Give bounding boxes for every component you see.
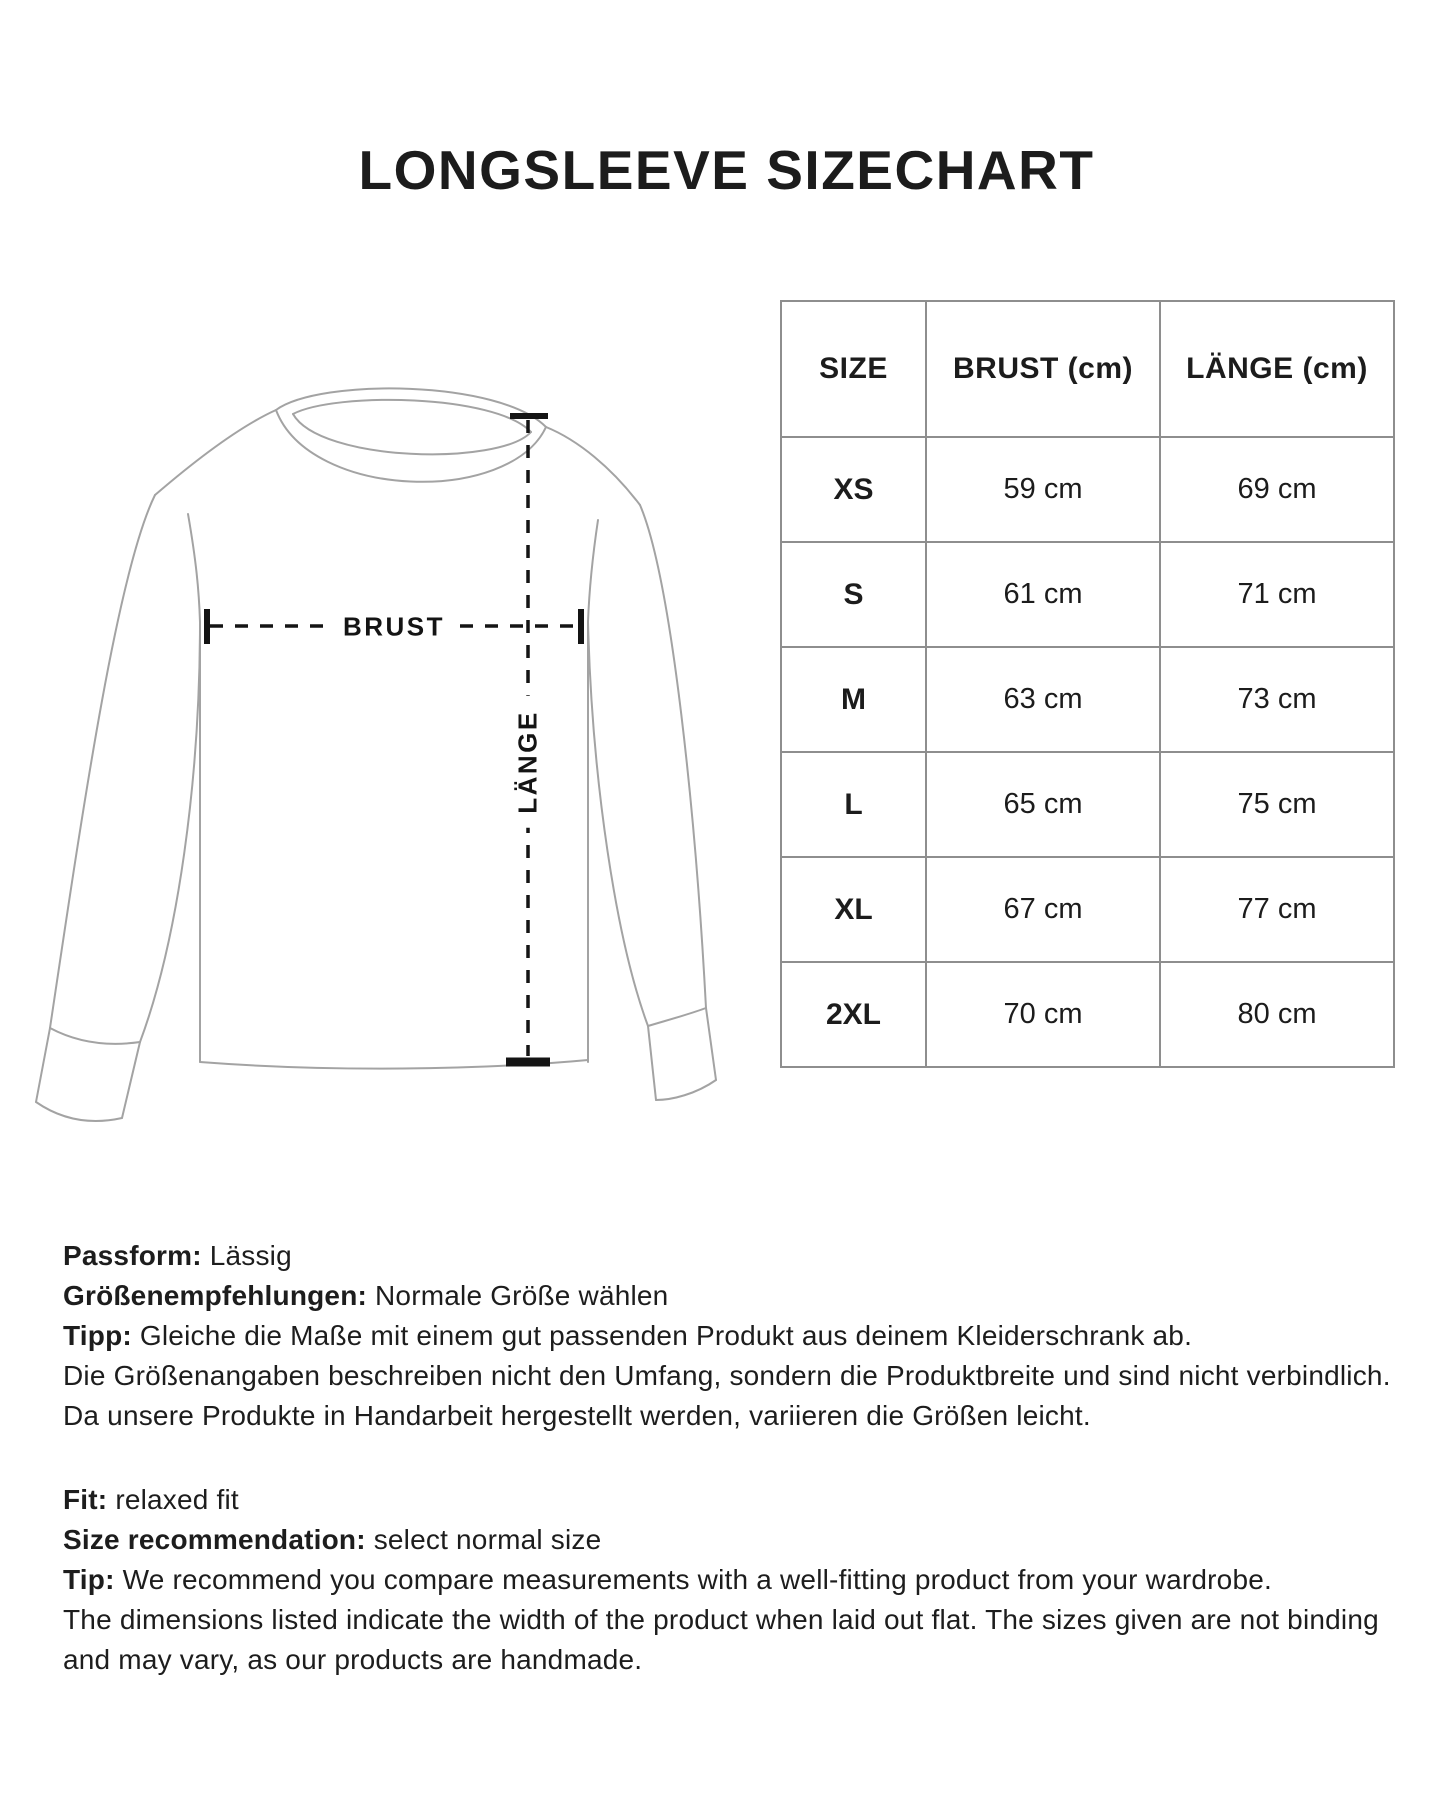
chest-value: 67 cm: [926, 857, 1160, 962]
info-text: select normal size: [365, 1524, 602, 1555]
length-value: 71 cm: [1160, 542, 1394, 647]
info-text: relaxed fit: [107, 1484, 239, 1515]
length-value: 75 cm: [1160, 752, 1394, 857]
info-text: Lässig: [201, 1240, 292, 1271]
info-label: Size recommendation:: [63, 1524, 366, 1555]
shirt-outline: [36, 388, 716, 1121]
column-header-chest: BRUST (cm): [926, 301, 1160, 437]
info-line: [63, 1480, 1403, 1520]
size-value: XL: [781, 857, 926, 962]
chest-value: 63 cm: [926, 647, 1160, 752]
info-german: [63, 1236, 1403, 1436]
info-label: Fit:: [63, 1484, 108, 1515]
info-line: [63, 1356, 1403, 1396]
length-measure-label: LÄNGE: [511, 696, 546, 828]
size-value: 2XL: [781, 962, 926, 1067]
info-text: Gleiche die Maße mit einem gut passenden Produkt aus deinem Kleiderschrank ab.: [131, 1320, 1193, 1351]
info-line: [63, 1276, 1403, 1316]
page-title: LONGSLEEVE SIZECHART: [358, 139, 1095, 201]
info-text: and may vary, as our products are handmade.: [63, 1644, 643, 1675]
chest-value: 61 cm: [926, 542, 1160, 647]
length-value: 80 cm: [1160, 962, 1394, 1067]
info-line: [63, 1236, 1403, 1276]
info-label: Tip:: [63, 1564, 115, 1595]
info-label: Passform:: [63, 1240, 202, 1271]
table-row-xs: [781, 437, 1394, 542]
chest-value: 70 cm: [926, 962, 1160, 1067]
length-value: 77 cm: [1160, 857, 1394, 962]
size-value: L: [781, 752, 926, 857]
info-text: We recommend you compare measurements with a well-fitting product from your wardrobe.: [114, 1564, 1272, 1595]
info-line: [63, 1396, 1403, 1436]
column-header-size: SIZE: [781, 301, 926, 437]
info-line: [63, 1316, 1403, 1356]
chest-value: 59 cm: [926, 437, 1160, 542]
table-row-2xl: [781, 962, 1394, 1067]
table-row-l: [781, 752, 1394, 857]
table-row-xl: [781, 857, 1394, 962]
table-row-m: [781, 647, 1394, 752]
info-label: Tipp:: [63, 1320, 132, 1351]
size-value: M: [781, 647, 926, 752]
size-table: [780, 300, 1395, 1068]
info-text: The dimensions listed indicate the width of the product when laid out flat. The sizes given are not binding: [63, 1604, 1379, 1635]
info-text: Die Größenangaben beschreiben nicht den Umfang, sondern die Produktbreite und sind nicht verbindlich.: [63, 1360, 1391, 1391]
info-text: Normale Größe wählen: [367, 1280, 669, 1311]
table-row-s: [781, 542, 1394, 647]
chest-measure-label: BRUST: [329, 610, 459, 645]
info-label: Größenempfehlungen:: [63, 1280, 368, 1311]
chest-value: 65 cm: [926, 752, 1160, 857]
info-line: [63, 1520, 1403, 1560]
length-value: 73 cm: [1160, 647, 1394, 752]
length-value: 69 cm: [1160, 437, 1394, 542]
info-text: Da unsere Produkte in Handarbeit hergestellt werden, variieren die Größen leicht.: [63, 1400, 1091, 1431]
info-line: [63, 1560, 1403, 1600]
info-english: [63, 1480, 1403, 1680]
size-table-header-row: [781, 301, 1394, 437]
size-value: XS: [781, 437, 926, 542]
column-header-length: LÄNGE (cm): [1160, 301, 1394, 437]
info-line: [63, 1640, 1403, 1680]
info-line: [63, 1600, 1403, 1640]
size-value: S: [781, 542, 926, 647]
